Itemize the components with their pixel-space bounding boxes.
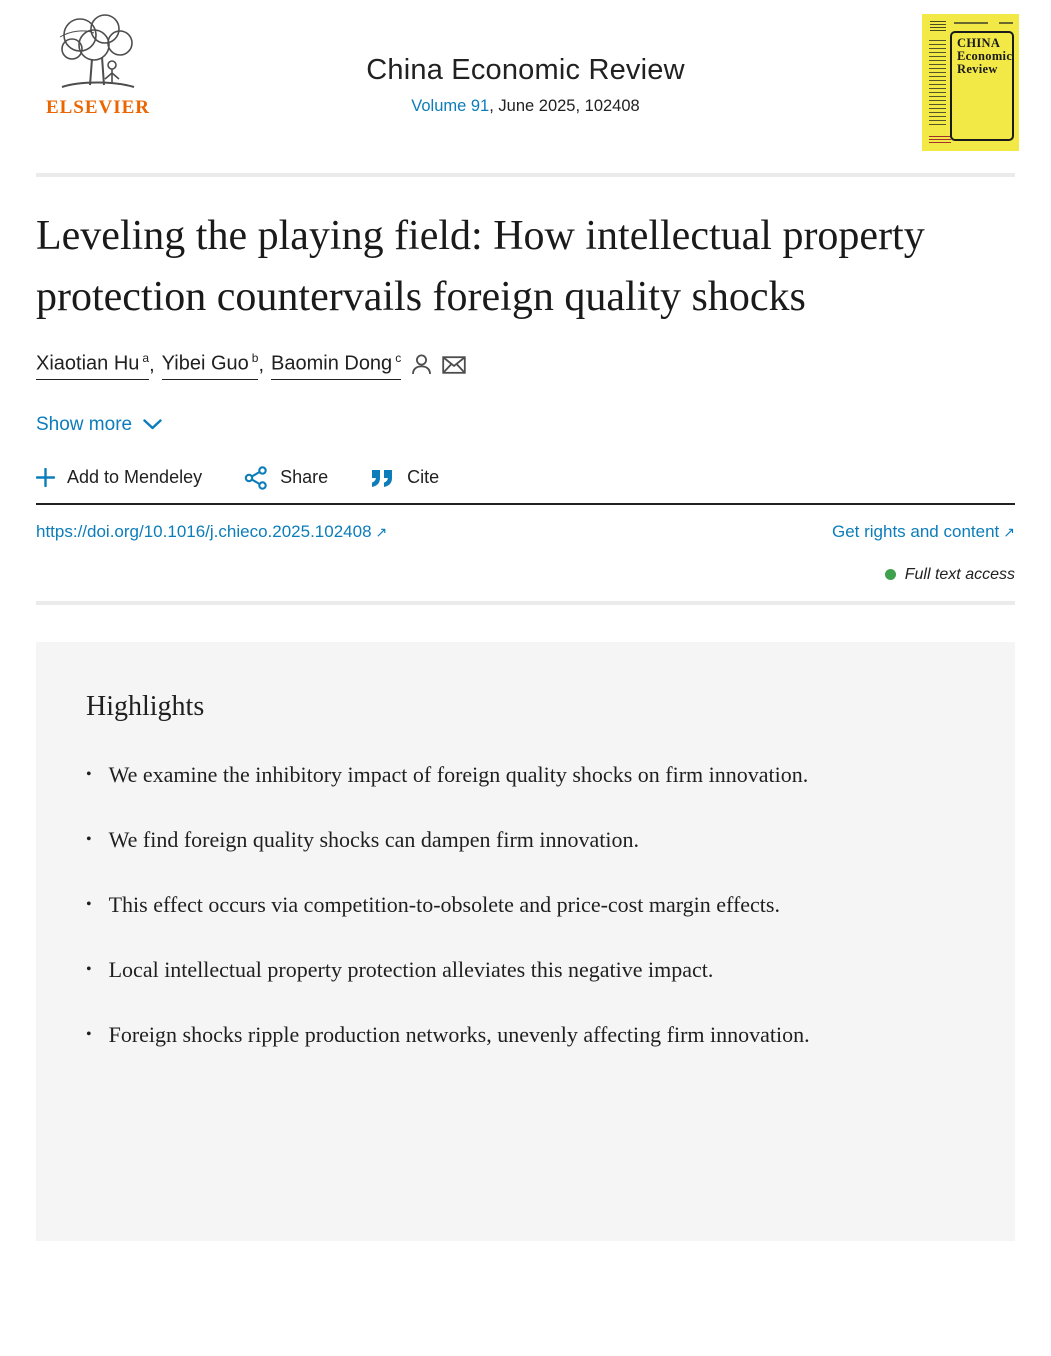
access-dot-icon (885, 569, 896, 580)
bullet-icon: • (86, 1025, 92, 1043)
cite-quote-icon (370, 468, 395, 488)
share-button[interactable] (244, 466, 328, 490)
show-more-button[interactable] (36, 414, 162, 436)
journal-header (36, 0, 1015, 173)
journal-head (36, 54, 1015, 116)
cover-footer-lines (929, 136, 951, 145)
author-link-1[interactable]: Xiaotian Hu $^a$ (36, 351, 149, 380)
journal-issue-line (36, 97, 1015, 116)
share-icon (244, 466, 268, 490)
bullet-icon: • (86, 960, 92, 978)
author-icons (411, 354, 466, 376)
email-envelope-icon (442, 356, 466, 374)
section-divider (36, 601, 1015, 605)
cover-volume-line (954, 22, 988, 24)
cite-label: Cite (407, 467, 440, 488)
action-toolbar (36, 466, 1015, 490)
elsevier-wordmark: ELSEVIER (45, 97, 151, 118)
add-to-mendeley-button[interactable] (36, 467, 202, 488)
doi-row (36, 522, 1015, 542)
cover-title-line3: Review (957, 62, 998, 76)
access-status-row (36, 566, 1015, 584)
access-status-badge: Full text access (904, 565, 1015, 583)
journal-title-link[interactable]: China Economic Review (366, 54, 685, 86)
bullet-icon: • (86, 895, 92, 913)
article-title: Leveling the playing field: How intellectual property protection countervails foreign quality shocks (36, 213, 925, 320)
cover-title-line2: Economic (957, 49, 1013, 63)
chevron-down-icon (143, 419, 162, 430)
journal-cover-thumbnail[interactable] (922, 14, 1019, 151)
highlight-item: • We examine the inhibitory impact of foreign quality shocks on firm innovation. (86, 756, 876, 794)
cite-button[interactable] (370, 467, 439, 488)
toolbar-divider (36, 503, 1015, 505)
external-link-icon: ↗ (375, 523, 388, 540)
issue-suffix: , June 2025, 102408 (489, 97, 640, 115)
doi-link[interactable]: https://doi.org/10.1016/j.chieco.2025.102408 ↗ (36, 521, 388, 541)
volume-link[interactable]: Volume 91 (411, 97, 490, 115)
highlight-item: • We find foreign quality shocks can dampen firm innovation. (86, 821, 876, 859)
author-separator: , (149, 353, 155, 376)
rights-and-content-link[interactable]: Get rights and content ↗ (831, 521, 1015, 541)
author-link-3[interactable]: Baomin Dong $^c$ (271, 351, 401, 380)
cover-title-line1: CHINA (957, 36, 1001, 50)
highlight-item: • Local intellectual property protection alleviates this negative impact. (86, 951, 876, 989)
cover-title-box (950, 31, 1014, 141)
bullet-icon: • (86, 765, 92, 783)
mendeley-label: Add to Mendeley (67, 467, 203, 488)
highlights-list (86, 756, 955, 1054)
author-affil-sup: b (251, 351, 259, 365)
bullet-icon: • (86, 830, 92, 848)
cover-toc-lines (929, 40, 946, 126)
plus-icon (36, 468, 55, 487)
author-affil-sup: c (395, 351, 402, 365)
external-link-icon: ↗ (1003, 523, 1015, 540)
corresponding-author-icon (411, 354, 432, 376)
cover-date-line (999, 22, 1013, 24)
author-link-2[interactable]: Yibei Guo $^b$ (162, 351, 259, 380)
author-separator: , (258, 353, 264, 376)
highlights-panel (36, 642, 1015, 1241)
highlight-item: • This effect occurs via competition-to-obsolete and price-cost margin effects. (86, 886, 876, 924)
header-divider (36, 173, 1015, 177)
highlights-heading: Highlights (86, 690, 205, 722)
highlight-item: • Foreign shocks ripple production networks, unevenly affecting firm innovation. (86, 1016, 876, 1054)
show-more-label: Show more (36, 413, 133, 435)
author-affil-sup: a (142, 351, 150, 365)
cover-issn-block (930, 21, 946, 32)
author-list (36, 351, 1015, 380)
share-label: Share (280, 467, 329, 488)
